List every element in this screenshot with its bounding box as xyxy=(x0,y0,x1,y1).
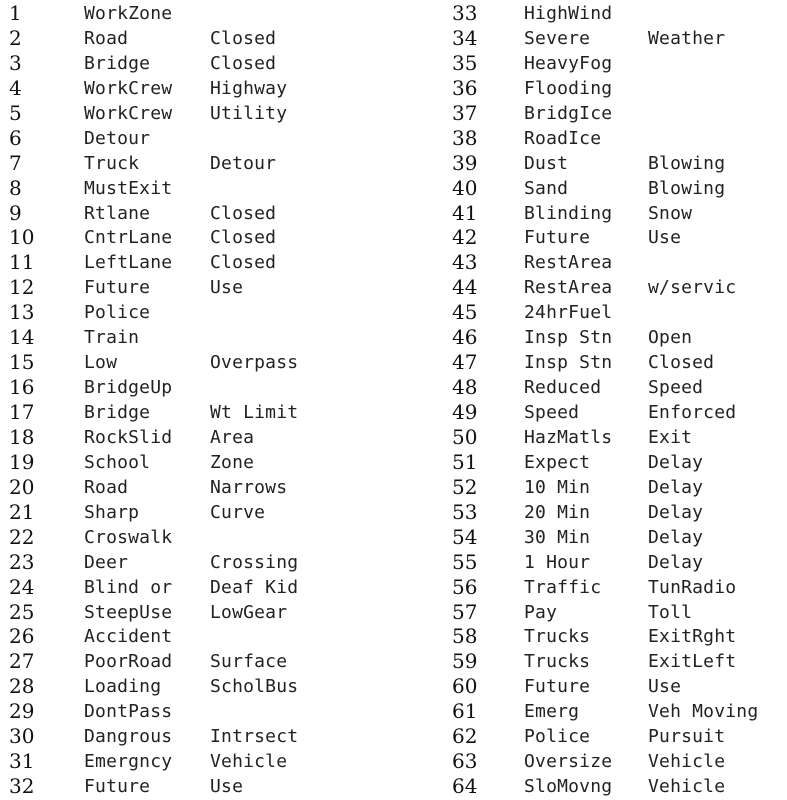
message-number: 27 xyxy=(9,649,35,674)
message-line-1: WorkCrew xyxy=(84,77,173,99)
message-number: 37 xyxy=(452,100,478,125)
message-number: 55 xyxy=(452,549,478,574)
message-line-1: RoadIce xyxy=(524,127,602,149)
message-line-1: Dust xyxy=(524,152,569,174)
table-row xyxy=(0,150,380,175)
table-row xyxy=(440,299,787,324)
message-number: 21 xyxy=(9,499,35,524)
table-row xyxy=(0,125,380,150)
message-number: 25 xyxy=(9,599,35,624)
message-number: 43 xyxy=(452,250,478,275)
message-number: 17 xyxy=(9,400,35,424)
message-line-2: Speed xyxy=(648,377,704,399)
message-line-1: DontPass xyxy=(84,701,173,723)
message-line-1: Rtlane xyxy=(84,202,151,224)
message-line-1: Trucks xyxy=(524,626,591,648)
message-line-1: Road xyxy=(84,27,129,49)
table-row xyxy=(0,399,380,424)
message-number: 23 xyxy=(9,549,35,574)
message-line-1: Pay xyxy=(524,601,558,623)
message-line-1: MustExit xyxy=(84,177,173,199)
message-line-2: Narrows xyxy=(210,476,288,498)
table-row xyxy=(0,698,380,723)
message-line-1: Deer xyxy=(84,551,129,573)
message-number: 56 xyxy=(452,574,478,599)
message-line-1: School xyxy=(84,451,151,473)
message-line-1: Sand xyxy=(524,177,569,199)
message-number: 10 xyxy=(9,225,35,250)
table-row xyxy=(440,524,787,549)
message-line-2: Wt Limit xyxy=(210,402,299,423)
message-line-2: Detour xyxy=(210,152,277,174)
message-line-2: Toll xyxy=(648,601,693,623)
message-number: 48 xyxy=(452,375,478,400)
message-line-1: Insp Stn xyxy=(524,352,613,374)
message-line-2: Surface xyxy=(210,651,288,673)
table-row xyxy=(440,0,787,25)
message-line-1: RockSlid xyxy=(84,426,173,448)
message-line-2: Veh Moving xyxy=(648,701,759,723)
message-line-1: Emergncy xyxy=(84,751,173,773)
message-number: 35 xyxy=(452,50,478,75)
table-row xyxy=(440,224,787,249)
message-line-1: Future xyxy=(524,676,591,698)
table-row xyxy=(0,0,380,25)
message-number: 63 xyxy=(452,749,478,774)
message-number: 40 xyxy=(452,175,478,200)
message-line-1: HazMatls xyxy=(524,426,613,448)
message-line-1: Flooding xyxy=(524,77,613,99)
table-row xyxy=(0,623,380,648)
message-line-2: Curve xyxy=(210,501,266,523)
message-line-1: 10 Min xyxy=(524,476,591,498)
message-line-1: 1 Hour xyxy=(524,551,591,573)
message-line-2: TunRadio xyxy=(648,576,737,598)
message-number: 34 xyxy=(452,25,478,50)
message-number: 49 xyxy=(452,400,478,424)
message-line-1: Loading xyxy=(84,676,162,698)
message-line-2: Blowing xyxy=(648,152,726,174)
message-number: 29 xyxy=(9,699,35,724)
message-line-1: SteepUse xyxy=(84,601,173,623)
message-line-1: Blind or xyxy=(84,576,173,598)
message-line-1: BridgIce xyxy=(524,102,613,124)
message-number: 3 xyxy=(9,50,22,75)
message-line-1: SloMovng xyxy=(524,776,613,798)
message-line-1: Bridge xyxy=(84,52,151,74)
table-row xyxy=(440,125,787,150)
message-line-1: Speed xyxy=(524,402,580,423)
table-row xyxy=(440,200,787,225)
message-number: 7 xyxy=(9,150,22,175)
message-line-1: RestArea xyxy=(524,252,613,274)
table-row xyxy=(440,599,787,624)
table-row xyxy=(0,673,380,698)
message-number: 54 xyxy=(452,524,478,549)
message-line-2: Closed xyxy=(210,202,277,224)
table-row xyxy=(440,349,787,374)
message-number: 32 xyxy=(9,774,35,799)
message-line-1: Accident xyxy=(84,626,173,648)
message-line-2: w/servic xyxy=(648,277,737,299)
right-column xyxy=(440,0,787,798)
message-line-1: 20 Min xyxy=(524,501,591,523)
message-line-2: Vehicle xyxy=(648,776,726,798)
message-line-1: PoorRoad xyxy=(84,651,173,673)
message-number: 6 xyxy=(9,125,22,150)
message-line-2: Weather xyxy=(648,27,726,49)
message-line-1: Blinding xyxy=(524,202,613,224)
message-line-2: Closed xyxy=(648,352,715,374)
message-line-2: Delay xyxy=(648,551,704,573)
table-row xyxy=(0,299,380,324)
table-row xyxy=(0,274,380,299)
message-number: 33 xyxy=(452,1,478,25)
message-number: 60 xyxy=(452,674,478,699)
message-number: 13 xyxy=(9,300,35,325)
message-number: 14 xyxy=(9,325,35,350)
message-line-2: Delay xyxy=(648,501,704,523)
message-number: 59 xyxy=(452,649,478,674)
message-line-2: Overpass xyxy=(210,352,299,374)
table-row xyxy=(0,549,380,574)
message-line-1: HeavyFog xyxy=(524,52,613,74)
message-number: 5 xyxy=(9,100,22,125)
message-number: 47 xyxy=(452,350,478,375)
message-line-2: Blowing xyxy=(648,177,726,199)
message-line-1: Road xyxy=(84,476,129,498)
table-row xyxy=(440,25,787,50)
message-line-1: Future xyxy=(84,277,151,299)
table-row xyxy=(440,175,787,200)
message-line-1: Insp Stn xyxy=(524,327,613,349)
message-line-1: Train xyxy=(84,327,140,349)
message-line-2: Delay xyxy=(648,476,704,498)
message-number: 12 xyxy=(9,275,35,300)
message-line-1: Severe xyxy=(524,27,591,49)
table-row xyxy=(0,224,380,249)
table-row xyxy=(0,374,380,399)
message-line-2: LowGear xyxy=(210,601,288,623)
table-row xyxy=(0,524,380,549)
table-row xyxy=(0,25,380,50)
message-line-2: Use xyxy=(210,776,244,798)
table-row xyxy=(440,623,787,648)
message-number: 53 xyxy=(452,499,478,524)
message-line-2: Exit xyxy=(648,426,693,448)
table-row xyxy=(0,75,380,100)
message-number: 26 xyxy=(9,624,35,649)
message-line-2: Closed xyxy=(210,227,277,249)
message-number: 36 xyxy=(452,75,478,100)
message-number: 57 xyxy=(452,599,478,624)
message-line-1: RestArea xyxy=(524,277,613,299)
message-line-1: Dangrous xyxy=(84,726,173,748)
table-row xyxy=(0,748,380,773)
message-number: 18 xyxy=(9,424,35,449)
table-row xyxy=(440,399,787,424)
message-line-2: Snow xyxy=(648,202,693,224)
message-number: 19 xyxy=(9,449,35,474)
table-row xyxy=(0,200,380,225)
message-number: 46 xyxy=(452,325,478,350)
message-line-1: Sharp xyxy=(84,501,140,523)
message-number: 16 xyxy=(9,375,35,400)
table-row xyxy=(0,324,380,349)
table-row xyxy=(0,50,380,75)
message-line-2: Open xyxy=(648,327,693,349)
table-row xyxy=(0,599,380,624)
message-line-2: Use xyxy=(648,676,682,698)
message-number: 28 xyxy=(9,674,35,699)
message-number: 52 xyxy=(452,474,478,499)
table-row xyxy=(0,349,380,374)
message-line-2: Delay xyxy=(648,451,704,473)
message-number: 9 xyxy=(9,200,22,225)
message-line-1: Croswalk xyxy=(84,526,173,548)
message-number: 38 xyxy=(452,125,478,150)
message-number: 50 xyxy=(452,424,478,449)
message-number: 30 xyxy=(9,724,35,749)
message-line-1: Truck xyxy=(84,152,140,174)
message-line-2: Use xyxy=(648,227,682,249)
message-number: 64 xyxy=(452,774,478,799)
message-line-2: Deaf Kid xyxy=(210,576,299,598)
message-number: 58 xyxy=(452,624,478,649)
message-line-1: BridgeUp xyxy=(84,377,173,399)
message-line-2: Closed xyxy=(210,27,277,49)
message-number: 62 xyxy=(452,724,478,749)
message-line-2: Vehicle xyxy=(210,751,288,773)
message-number: 24 xyxy=(9,574,35,599)
message-number: 15 xyxy=(9,350,35,375)
message-line-2: Enforced xyxy=(648,402,737,423)
table-row xyxy=(0,773,380,798)
message-line-1: Reduced xyxy=(524,377,602,399)
message-line-2: Highway xyxy=(210,77,288,99)
table-row xyxy=(440,499,787,524)
message-line-2: Intrsect xyxy=(210,726,299,748)
table-row xyxy=(440,723,787,748)
message-line-2: Utility xyxy=(210,102,288,124)
message-line-1: Bridge xyxy=(84,402,151,423)
message-line-1: Future xyxy=(84,776,151,798)
table-row xyxy=(0,574,380,599)
message-line-2: Crossing xyxy=(210,551,299,573)
message-line-1: Police xyxy=(84,302,151,324)
message-number: 2 xyxy=(9,25,22,50)
table-row xyxy=(440,474,787,499)
message-line-2: Delay xyxy=(648,526,704,548)
table-row xyxy=(440,424,787,449)
table-row xyxy=(440,100,787,125)
message-line-2: Closed xyxy=(210,252,277,274)
message-number: 20 xyxy=(9,474,35,499)
message-number: 41 xyxy=(452,200,478,225)
message-line-1: LeftLane xyxy=(84,252,173,274)
message-line-1: Trucks xyxy=(524,651,591,673)
message-number: 42 xyxy=(452,225,478,250)
message-line-1: 24hrFuel xyxy=(524,302,613,324)
message-line-1: WorkCrew xyxy=(84,102,173,124)
message-line-2: Vehicle xyxy=(648,751,726,773)
message-line-1: Future xyxy=(524,227,591,249)
message-line-1: Emerg xyxy=(524,701,580,723)
table-row xyxy=(440,249,787,274)
message-line-1: Detour xyxy=(84,127,151,149)
table-row xyxy=(440,574,787,599)
message-line-2: ExitRght xyxy=(648,626,737,648)
message-line-1: Police xyxy=(524,726,591,748)
message-number: 39 xyxy=(452,150,478,175)
message-line-1: WorkZone xyxy=(84,3,173,24)
message-line-1: Traffic xyxy=(524,576,602,598)
message-line-2: ExitLeft xyxy=(648,651,737,673)
table-row xyxy=(440,773,787,798)
table-row xyxy=(0,723,380,748)
table-row xyxy=(0,424,380,449)
table-row xyxy=(440,449,787,474)
table-row xyxy=(440,50,787,75)
table-row xyxy=(0,648,380,673)
message-line-2: ScholBus xyxy=(210,676,299,698)
table-row xyxy=(0,499,380,524)
message-number: 44 xyxy=(452,275,478,300)
message-number: 22 xyxy=(9,524,35,549)
message-line-2: Area xyxy=(210,426,255,448)
table-row xyxy=(0,449,380,474)
message-line-2: Use xyxy=(210,277,244,299)
message-number: 51 xyxy=(452,449,478,474)
message-number: 31 xyxy=(9,749,35,774)
table-row xyxy=(0,100,380,125)
message-line-2: Zone xyxy=(210,451,255,473)
table-row xyxy=(440,324,787,349)
table-row xyxy=(440,648,787,673)
left-column xyxy=(0,0,380,798)
table-row xyxy=(440,748,787,773)
table-row xyxy=(0,249,380,274)
message-number: 11 xyxy=(9,250,35,275)
message-line-1: HighWind xyxy=(524,3,613,24)
message-number: 4 xyxy=(9,75,22,100)
table-row xyxy=(440,673,787,698)
message-number: 45 xyxy=(452,300,478,325)
table-row xyxy=(440,374,787,399)
message-number: 1 xyxy=(9,1,22,25)
table-row xyxy=(440,75,787,100)
table-row xyxy=(440,698,787,723)
table-row xyxy=(0,175,380,200)
message-line-1: CntrLane xyxy=(84,227,173,249)
message-line-2: Closed xyxy=(210,52,277,74)
message-line-1: 30 Min xyxy=(524,526,591,548)
table-row xyxy=(440,549,787,574)
message-line-2: Pursuit xyxy=(648,726,726,748)
table-row xyxy=(440,150,787,175)
message-number: 61 xyxy=(452,699,478,724)
message-line-1: Oversize xyxy=(524,751,613,773)
message-number: 8 xyxy=(9,175,22,200)
table-row xyxy=(440,274,787,299)
table-row xyxy=(0,474,380,499)
message-line-1: Low xyxy=(84,352,118,374)
message-line-1: Expect xyxy=(524,451,591,473)
